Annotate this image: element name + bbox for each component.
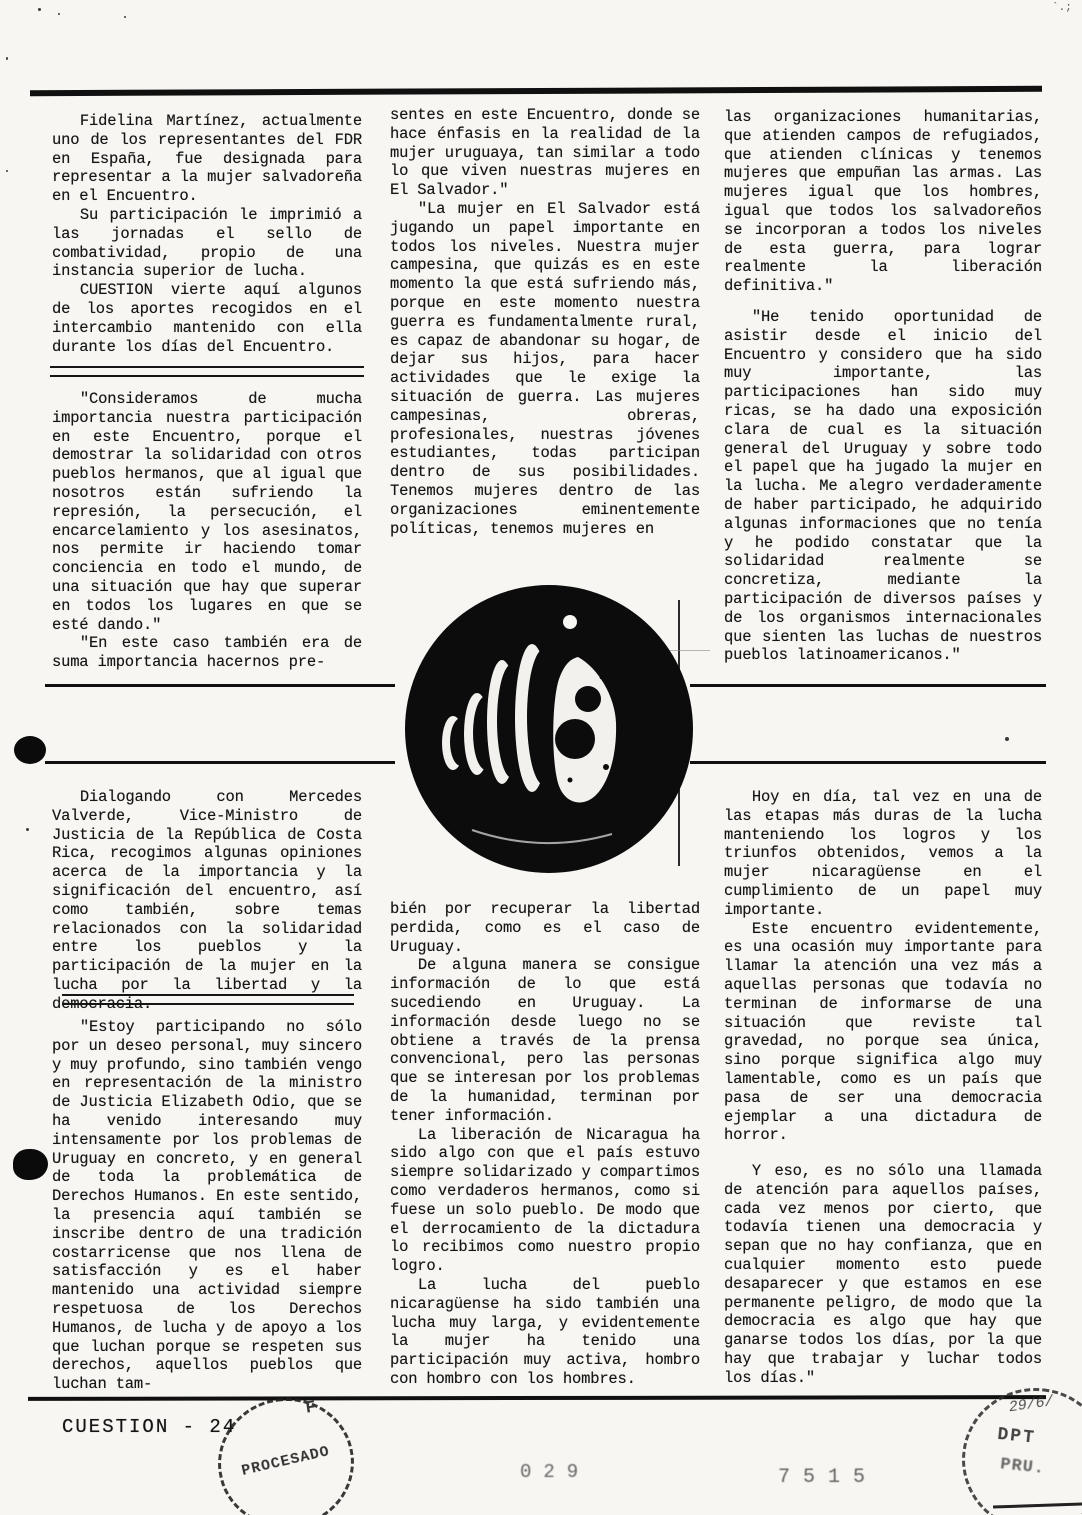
section-divider — [62, 994, 354, 1005]
article-paragraph: sentes en este Encuentro, donde se hace énfasis en la realidad de la mujer uruguaya, tan similar a todo lo que viven nuestras mujeres en El Salvador." — [390, 106, 700, 200]
ink-blot — [14, 736, 46, 764]
procesado-stamp-text: PROCESADO — [240, 1443, 332, 1480]
date-stamp — [955, 1381, 1082, 1515]
scan-speck — [6, 57, 8, 60]
column-3-top — [724, 108, 1042, 665]
date-stamp-date: 29/6/ — [1007, 1393, 1055, 1417]
faint-digits-left: 029 — [520, 1461, 591, 1483]
column-3-mid — [724, 788, 1042, 1145]
article-paragraph: "Consideramos de mucha importancia nuestra participación en este Encuentro, porque el demostrar la solidaridad con otros pueblos hermanos, que al igual que nosotros están sufriendo la represión, la persecución, el encarcelamiento y los asesinatos, nos permite ir haciendo tomar conciencia en todo el mundo, de una situación que hay que superar en todos los lugares en que se esté dando." — [52, 390, 362, 634]
column-1-dialog — [52, 788, 362, 1014]
top-rule — [30, 86, 1042, 96]
column-2-top — [390, 106, 700, 538]
scan-speck — [38, 8, 41, 11]
mid-rule-left-upper — [45, 684, 395, 687]
faint-digits-right: 7515 — [778, 1466, 879, 1489]
article-paragraph: La liberación de Nicaragua ha sido algo con que el país estuvo siempre solidarizado y compartimos como verdaderos hermanos, como si fuese un solo pueblo. De modo que el derrocamiento de la dictadura lo recibimos como nuestro propio logro. — [390, 1125, 700, 1276]
article-paragraph: bién por recuperar la libertad perdida, como es el caso de Uruguay. — [390, 900, 700, 956]
article-paragraph: "En este caso también era de suma importancia hacernos pre- — [52, 634, 362, 672]
artwork-image — [402, 582, 696, 876]
column-3-bottom — [724, 1162, 1042, 1388]
column-1-bottom — [52, 1018, 362, 1394]
scan-mark-top-right: `.; — [1052, 2, 1072, 14]
procesado-stamp — [210, 1389, 363, 1515]
article-paragraph: Su participación le imprimió a las jornadas el sello de combatividad, propio de una instancia superior de lucha. — [52, 205, 362, 281]
article-paragraph: "He tenido oportunidad de asistir desde el inicio del Encuentro y considero que ha sido muy importante, las participaciones han sido muy ricas, se ha dado una exposición clara de cual es la situación general del Uruguay y sobre todo el papel que ha jugado la mujer en la lucha. Me alegro verdaderamente de haber participado, he adquirido algunas informaciones que no tenía y he podido constatar que la solidaridad realmente se concretiza, mediante la participación de diversos países y de los organismos internacionales que sienten las luchas de nuestros pueblos latinoamericanos." — [724, 307, 1042, 665]
article-paragraph: Hoy en día, tal vez en una de las etapas más duras de la lucha manteniendo los logros y los triunfos obtenidos, vemos a la mujer nicaragüense en el cumplimiento de un papel muy importante. — [724, 788, 1042, 919]
bottom-rule — [28, 1395, 1046, 1401]
scan-speck — [58, 13, 60, 15]
article-paragraph: De alguna manera se consigue información de lo que está sucediendo en Uruguay. La información desde luego no se obtiene a través de la prensa convencional, pero las personas que se interesan por los problemas de la humanidad, terminan por tener información. — [390, 956, 700, 1125]
scan-speck — [26, 828, 29, 831]
article-paragraph: "La mujer en El Salvador está jugando un papel importante en todos los niveles. Nuestra mujer campesina, que quizás es en este momento la que está sufriendo más, porque en este momento nuestra guerra es fundamentalmente rural, es capaz de abandonar su hogar, de dejar sus hijos, para hacer actividades que le exige la situación de guerra. Las mujeres campesinas, obreras, profesionales, nuestras jóvenes estudiantes, todas participan dentro de sus posibilidades. Tenemos mujeres dentro de las organizaciones eminentemente políticas, tenemos mujeres en — [390, 199, 700, 538]
scan-speck — [6, 170, 8, 172]
article-paragraph: Este encuentro evidentemente, es una ocasión muy importante para llamar la atención una vez más a aquellas personas que todavía no terminan de informarse de una situación que reviste tal gravedad, no porque sea única, sino porque significa algo muy lamentable, como es un país que pasa de ser una democracia ejemplar a una dictadura de horror. — [724, 919, 1042, 1145]
article-paragraph: las organizaciones humanitarias, que atienden campos de refugiados, que atienden clínicas y tenemos mujeres que empuñan las armas. Las mujeres igual que los hombres, igual que todos los salvadoreños se incorporan a todos los niveles de esta guerra, para lograr realmente la liberación definitiva." — [724, 108, 1042, 296]
article-paragraph: Y eso, es no sólo una llamada de atención para aquellos países, cada vez menos por cierto, que todavía tienen una democracia y sepan que no hay confianza, que en cualquier momento esto puede desaparecer y que estamos en ese permanente peligro, de modo que la democracia es algo que hay que ganarse todos los días, por la que hay que trabajar y luchar todos los días." — [724, 1162, 1042, 1387]
article-paragraph: CUESTION vierte aquí algunos de los aportes recogidos en el intercambio mantenido con ella durante los días del Encuentro. — [52, 281, 362, 356]
mid-rule-left-lower — [45, 761, 395, 764]
scan-speck — [124, 16, 126, 18]
column-1-intro — [52, 112, 362, 356]
scan-speck — [1005, 737, 1009, 741]
column-1-quote — [52, 390, 362, 672]
date-stamp-dept2: PRU. — [999, 1455, 1046, 1479]
article-paragraph: La lucha del pueblo nicaragüense ha sido también una lucha muy larga, y evidentemente la mujer ha tenido una participación muy activa, hombro con hombro con los hombres. — [390, 1275, 700, 1388]
article-paragraph: Dialogando con Mercedes Valverde, Vice-Ministro de Justicia de la República de Costa Rica, recogimos algunas opiniones acerca de la importancia y la significación del encuentro, así como también, sobre temas relacionados con la solidaridad entre los pueblos y la participación de la mujer en la lucha por la libertad y la democracia. — [52, 788, 362, 1013]
date-stamp-dept: DPT — [996, 1424, 1037, 1449]
circular-abstract-artwork — [402, 582, 696, 876]
article-paragraph: Fidelina Martínez, actualmente uno de los representantes del FDR en España, fue designada para representar a la mujer salvadoreña en el Encuentro. — [52, 112, 362, 206]
ink-blot — [13, 1149, 48, 1180]
article-paragraph: "Estoy participando no sólo por un deseo personal, muy sincero y muy profundo, sino también vengo en representación de la ministro de Justicia Elizabeth Odio, que se ha venido interesando muy intensamente por los problemas de Uruguay en concreto, y en general de toda la problemática de Derechos Humanos. En este sentido, la presencia aquí también se inscribe dentro de una tradición costarricense que nos llena de satisfacción y es el haber mantenido una actividad siempre respetuosa de los Derechos Humanos, de lucha y de apoyo a los que luchan porque se respeten sus derechos, aquellos pueblos que luchan tam- — [52, 1018, 362, 1394]
magazine-page-footer: CUESTION - 24 — [62, 1416, 237, 1438]
column-2-bottom — [390, 900, 700, 1389]
section-divider — [50, 366, 364, 377]
mid-rule-right-lower — [690, 761, 1046, 764]
mid-rule-right-upper — [690, 684, 1046, 687]
stamp-mark: F — [304, 1398, 318, 1419]
